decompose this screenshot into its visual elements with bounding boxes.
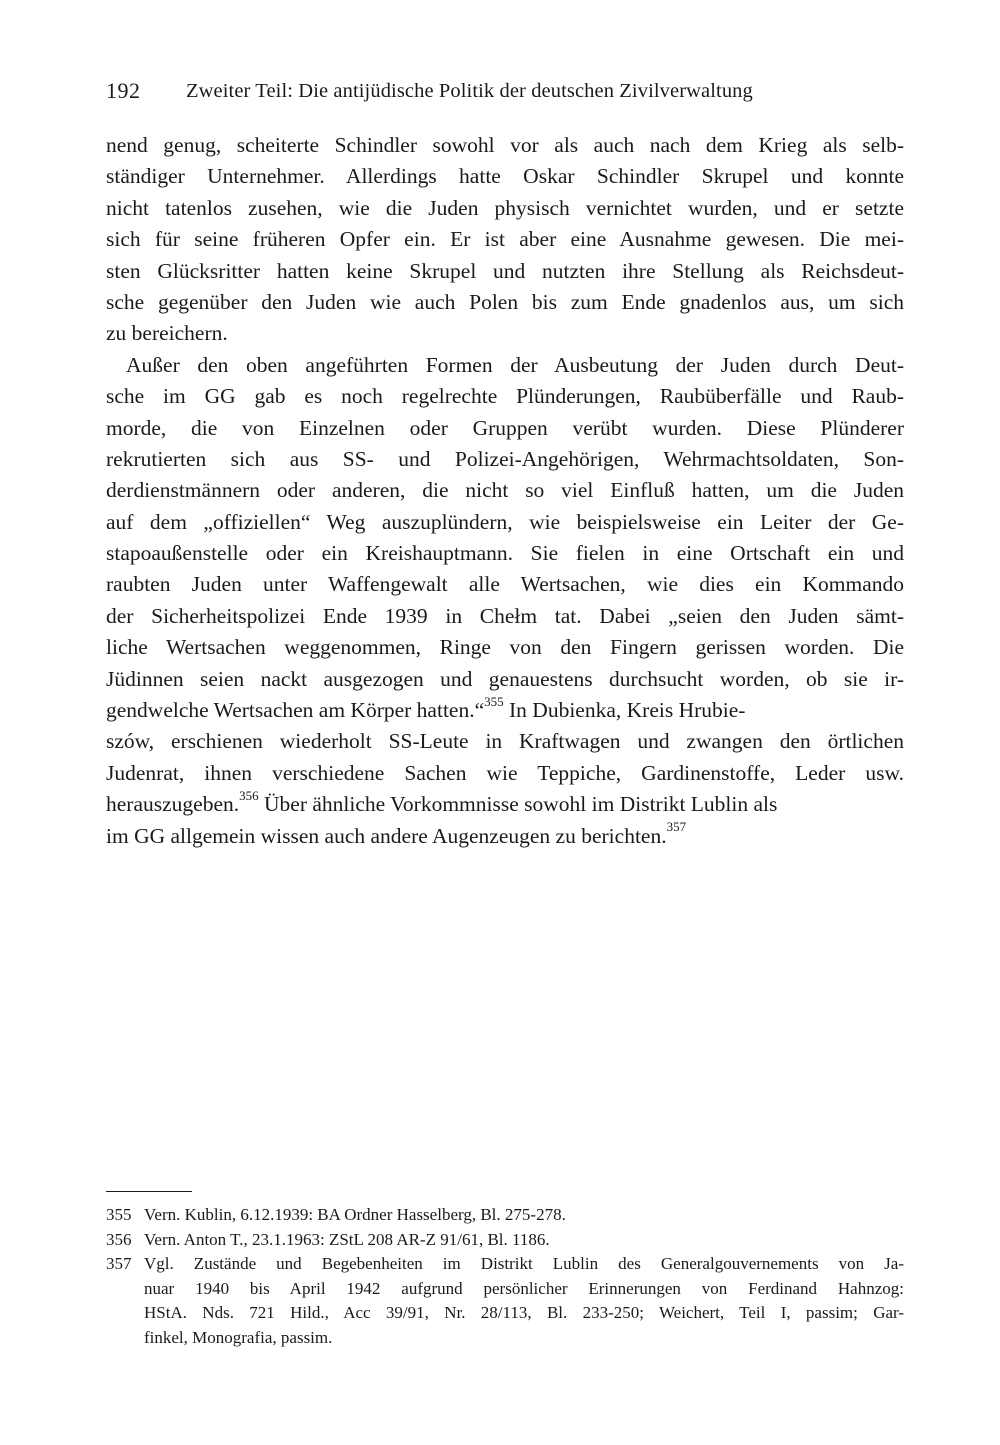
text-segment: im GG allgemein wissen auch andere Augenzeugen zu berichten. [106, 823, 667, 848]
text-line: der Sicherheitspolizei Ende 1939 in Chełm tat. Dabei „seien den Juden sämt- [106, 603, 904, 628]
footnote-ref[interactable]: 357 [666, 819, 687, 835]
footnote-line: Vgl. Zustände und Begebenheiten im Distrikt Lublin des Generalgouvernements von Ja- [144, 1254, 904, 1273]
text-segment: herauszugeben. [106, 792, 240, 817]
text-line: Jüdinnen seien nackt ausgezogen und genauestens durchsucht worden, ob sie ir- [106, 666, 904, 691]
text-line: raubten Juden unter Waffengewalt alle Wertsachen, wie dies ein Kommando [106, 572, 904, 597]
text-line: szów, erschienen wiederholt SS-Leute in Kraftwagen und zwangen den örtlichen [106, 729, 904, 754]
text-line: auf dem „offiziellen“ Weg auszuplündern, wie beispielsweise ein Leiter der Ge- [106, 509, 904, 534]
text-line: nend genug, scheiterte Schindler sowohl vor als auch nach dem Krieg als selb- [106, 133, 904, 157]
running-title: Zweiter Teil: Die antijüdische Politik der deutschen Zivilverwaltung [186, 80, 753, 102]
page-number: 192 [106, 78, 141, 103]
text-line: sche im GG gab es noch regelrechte Plünderungen, Raubüberfälle und Raub- [106, 384, 904, 409]
text-line [106, 821, 904, 852]
footnote-number: 356 [106, 1229, 132, 1249]
footnote-divider [106, 1191, 192, 1192]
footnote-ref[interactable]: 356 [239, 788, 259, 804]
text-line: liche Wertsachen weggenommen, Ringe von den Fingern gerissen worden. Die [106, 635, 904, 660]
footnote [106, 1203, 904, 1228]
footnote-line: Vern. Kublin, 6.12.1939: BA Ordner Hasselberg, Bl. 275-278. [144, 1205, 566, 1224]
footnotes [106, 1203, 904, 1350]
footnote-line: HStA. Nds. 721 Hild., Acc 39/91, Nr. 28/113, Bl. 233-250; Weichert, Teil I, passim; Gar- [144, 1303, 904, 1322]
text-line [106, 695, 904, 726]
text-line [106, 789, 904, 820]
text-line: derdienstmännern oder anderen, die nicht so viel Einfluß hatten, um die Juden [106, 478, 904, 503]
text-segment: In Dubienka, Kreis Hrubie- [503, 698, 746, 723]
text-line: zu bereichern. [106, 321, 228, 346]
text-line: sten Glücksritter hatten keine Skrupel und nutzten ihre Stellung als Reichsdeut- [106, 258, 904, 283]
text-line: ständiger Unternehmer. Allerdings hatte Oskar Schindler Skrupel und konnte [106, 164, 904, 189]
footnote-line: finkel, Monografia, passim. [144, 1327, 333, 1347]
text-line: morde, die von Einzelnen oder Gruppen verübt wurden. Diese Plünderer [106, 415, 904, 440]
footnote-number: 355 [106, 1205, 132, 1224]
text-line: rekrutierten sich aus SS- und Polizei-Angehörigen, Wehrmachtsoldaten, Son- [106, 446, 904, 471]
footnote-number: 357 [106, 1254, 132, 1273]
text-line: nicht tatenlos zusehen, wie die Juden physisch vernichtet wurden, und er setzte [106, 195, 904, 220]
text-line: stapoaußenstelle oder ein Kreishauptmann. Sie fielen in eine Ortschaft ein und [106, 541, 904, 566]
footnote [106, 1228, 904, 1253]
text-line: Außer den oben angeführten Formen der Ausbeutung der Juden durch Deut- [126, 352, 904, 377]
footnote-ref[interactable]: 355 [484, 693, 504, 709]
text-segment: gendwelche Wertsachen am Körper hatten.“ [106, 698, 485, 723]
footnote-line: nuar 1940 bis April 1942 aufgrund persönlicher Erinnerungen von Ferdinand Hahnzog: [144, 1278, 904, 1298]
footnote-line: Vern. Anton T., 23.1.1963: ZStL 208 AR-Z 91/61, Bl. 1186. [144, 1229, 550, 1249]
running-header [106, 78, 906, 112]
main-text [106, 130, 904, 852]
text-segment: Über ähnliche Vorkommnisse sowohl im Distrikt Lublin als [258, 792, 778, 817]
footnote [106, 1252, 904, 1350]
text-line: Judenrat, ihnen verschiedene Sachen wie Teppiche, Gardinenstoffe, Leder usw. [106, 760, 904, 785]
text-line: sich für seine früheren Opfer ein. Er ist aber eine Ausnahme gewesen. Die mei- [106, 227, 904, 252]
text-line: sche gegenüber den Juden wie auch Polen bis zum Ende gnadenlos aus, um sich [106, 289, 904, 314]
